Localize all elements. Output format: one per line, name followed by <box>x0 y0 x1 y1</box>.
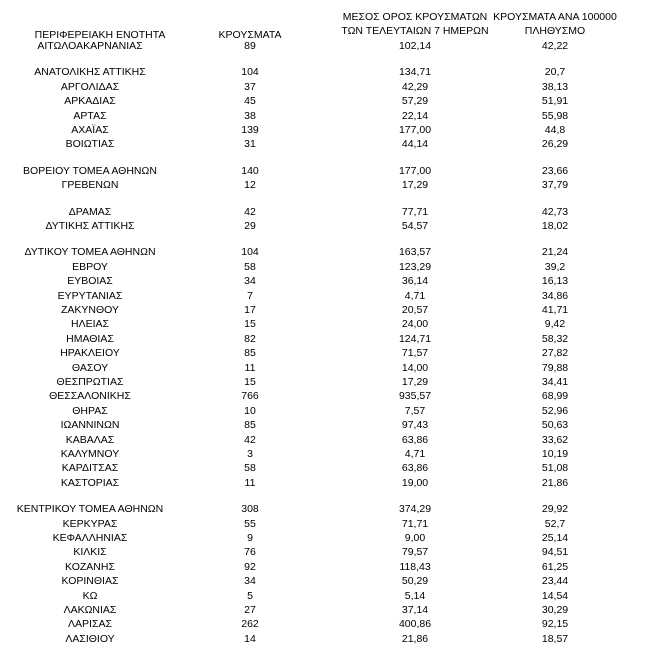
region-cell: ΛΑΚΩΝΙΑΣ <box>63 604 117 616</box>
table-row <box>0 178 646 192</box>
table-row <box>0 80 646 94</box>
cases-cell: 29 <box>244 220 256 232</box>
avg7-cell: 37,14 <box>401 604 429 616</box>
region-cell: ΑΙΤΩΛΟΑΚΑΡΝΑΝΙΑΣ <box>37 40 143 52</box>
per100k-cell: 42,73 <box>541 205 569 218</box>
cases-cell: 262 <box>241 618 259 631</box>
avg7-cell: 71,57 <box>401 347 429 360</box>
cases-cell: 38 <box>244 109 256 122</box>
region-cell: ΑΧΑΪΑΣ <box>71 124 109 136</box>
per100k-cell: 44,8 <box>544 124 566 136</box>
cases-cell: 15 <box>244 318 256 331</box>
region-cell: ΚΩ <box>82 589 98 602</box>
cases-cell: 82 <box>244 332 256 345</box>
cases-cell: 7 <box>247 289 253 302</box>
avg7-cell: 14,00 <box>401 361 429 374</box>
avg7-cell: 17,29 <box>401 179 429 192</box>
region-cell: ΘΕΣΣΑΛΟΝΙΚΗΣ <box>49 390 131 403</box>
cases-cell: 12 <box>244 179 256 192</box>
avg7-cell: 50,29 <box>401 575 429 588</box>
table-row <box>0 94 646 108</box>
cases-cell: 15 <box>244 376 256 388</box>
region-cell: ΘΗΡΑΣ <box>72 404 108 417</box>
avg7-cell: 935,57 <box>398 390 432 403</box>
table-row <box>0 219 646 233</box>
region-cell: ΚΕΝΤΡΙΚΟΥ ΤΟΜΕΑ ΑΘΗΝΩΝ <box>16 503 164 516</box>
table-row <box>0 404 646 418</box>
per100k-cell: 23,44 <box>541 575 569 588</box>
avg7-cell: 57,29 <box>401 95 429 108</box>
per100k-cell: 42,22 <box>541 40 569 52</box>
cases-cell: 9 <box>247 532 253 544</box>
table-row <box>0 574 646 588</box>
cases-cell: 37 <box>244 80 256 93</box>
per100k-cell: 51,91 <box>541 95 569 108</box>
region-cell: ΔΥΤΙΚΟΥ ΤΟΜΕΑ ΑΘΗΝΩΝ <box>24 246 156 259</box>
avg7-cell: 36,14 <box>401 275 429 288</box>
region-cell: ΗΛΕΙΑΣ <box>70 318 109 331</box>
table-row <box>0 361 646 375</box>
region-cell: ΚΙΛΚΙΣ <box>73 546 107 559</box>
table-row <box>0 560 646 574</box>
region-cell: ΚΟΖΑΝΗΣ <box>65 560 115 573</box>
table-row <box>0 164 646 178</box>
avg7-cell: 177,00 <box>398 124 432 136</box>
region-cell: ΘΕΣΠΡΩΤΙΑΣ <box>56 376 124 388</box>
per100k-cell: 29,92 <box>541 503 569 516</box>
avg7-cell: 24,00 <box>401 318 429 331</box>
per100k-cell: 9,42 <box>544 318 566 331</box>
per100k-cell: 18,02 <box>541 220 569 232</box>
table-row <box>0 389 646 403</box>
table-row <box>0 545 646 559</box>
header-avg-line1: ΜΕΣΟΣ ΟΡΟΣ ΚΡΟΥΣΜΑΤΩΝ <box>342 11 488 23</box>
region-cell: ΔΡΑΜΑΣ <box>68 205 112 218</box>
per100k-cell: 94,51 <box>541 546 569 559</box>
avg7-cell: 134,71 <box>398 66 432 79</box>
avg7-cell: 63,86 <box>401 433 429 446</box>
cases-cell: 55 <box>244 517 256 530</box>
table-row <box>0 65 646 79</box>
table-row <box>0 375 646 389</box>
avg7-cell: 79,57 <box>401 546 429 559</box>
region-cell: ΚΑΛΥΜΝΟΥ <box>60 448 120 460</box>
per100k-cell: 79,88 <box>541 361 569 374</box>
avg7-cell: 9,00 <box>404 532 426 544</box>
header-region: ΠΕΡΙΦΕΡΕΙΑΚΗ ΕΝΟΤΗΤΑ <box>34 29 166 41</box>
cases-cell: 85 <box>244 347 256 360</box>
avg7-cell: 4,71 <box>404 448 426 460</box>
avg7-cell: 177,00 <box>398 164 432 177</box>
table-row <box>0 109 646 123</box>
table-row <box>0 274 646 288</box>
table-row <box>0 433 646 447</box>
table-row <box>0 447 646 461</box>
header-per100k-line1: ΚΡΟΥΣΜΑΤΑ ΑΝΑ 100000 <box>493 11 617 23</box>
cases-cell: 11 <box>244 476 256 489</box>
table-row <box>0 205 646 219</box>
avg7-cell: 374,29 <box>398 503 432 516</box>
table-row <box>0 589 646 603</box>
region-cell: ΚΑΣΤΟΡΙΑΣ <box>60 476 120 489</box>
table-row <box>0 517 646 531</box>
cases-cell: 14 <box>244 632 256 645</box>
region-cell: ΛΑΡΙΣΑΣ <box>68 618 112 631</box>
cases-cell: 58 <box>244 260 256 273</box>
avg7-cell: 4,71 <box>404 289 426 302</box>
avg7-cell: 21,86 <box>401 632 429 645</box>
region-cell: ΓΡΕΒΕΝΩΝ <box>61 179 119 192</box>
region-cell: ΕΥΒΟΙΑΣ <box>67 275 113 288</box>
table-row <box>0 332 646 346</box>
region-cell: ΛΑΣΙΘΙΟΥ <box>65 632 115 645</box>
cases-cell: 17 <box>244 304 256 316</box>
table-row <box>0 617 646 631</box>
table-row <box>0 245 646 259</box>
cases-cell: 42 <box>244 205 256 218</box>
cases-cell: 11 <box>244 361 256 374</box>
region-cell: ΚΕΦΑΛΛΗΝΙΑΣ <box>52 532 128 544</box>
per100k-cell: 34,86 <box>541 289 569 302</box>
avg7-cell: 102,14 <box>398 40 432 52</box>
cases-cell: 27 <box>244 604 256 616</box>
table-row <box>0 303 646 317</box>
table-row <box>0 418 646 432</box>
per100k-cell: 50,63 <box>541 419 569 432</box>
avg7-cell: 42,29 <box>401 80 429 93</box>
cases-cell: 3 <box>247 448 253 460</box>
region-cell: ΘΑΣΟΥ <box>71 361 109 374</box>
region-cell: ΔΥΤΙΚΗΣ ΑΤΤΙΚΗΣ <box>45 220 135 232</box>
per100k-cell: 55,98 <box>541 109 569 122</box>
per100k-cell: 23,66 <box>541 164 569 177</box>
per100k-cell: 33,62 <box>541 433 569 446</box>
region-cell: ΑΝΑΤΟΛΙΚΗΣ ΑΤΤΙΚΗΣ <box>34 66 146 79</box>
per100k-cell: 27,82 <box>541 347 569 360</box>
per100k-cell: 68,99 <box>541 390 569 403</box>
cases-cell: 76 <box>244 546 256 559</box>
table-row <box>0 476 646 490</box>
per100k-cell: 21,24 <box>541 246 569 259</box>
table-row <box>0 603 646 617</box>
cases-cell: 5 <box>247 589 253 602</box>
cases-cell: 140 <box>241 164 259 177</box>
per100k-cell: 20,7 <box>544 66 566 79</box>
cases-cell: 104 <box>241 246 259 259</box>
avg7-cell: 20,57 <box>401 304 429 316</box>
avg7-cell: 5,14 <box>404 589 426 602</box>
region-cell: ΗΡΑΚΛΕΙΟΥ <box>60 347 120 360</box>
per100k-cell: 38,13 <box>541 80 569 93</box>
cases-cell: 104 <box>241 66 259 79</box>
per100k-cell: 92,15 <box>541 618 569 631</box>
header-cases: ΚΡΟΥΣΜΑΤΑ <box>218 29 282 41</box>
cases-cell: 34 <box>244 275 256 288</box>
table-row <box>0 502 646 516</box>
avg7-cell: 71,71 <box>401 517 429 530</box>
per100k-cell: 34,41 <box>541 376 569 388</box>
table-row <box>0 123 646 137</box>
cases-cell: 45 <box>244 95 256 108</box>
region-cell: ΒΟΙΩΤΙΑΣ <box>65 138 115 151</box>
table-row <box>0 531 646 545</box>
per100k-cell: 41,71 <box>541 304 569 316</box>
cases-cell: 31 <box>244 138 256 151</box>
per100k-cell: 58,32 <box>541 332 569 345</box>
avg7-cell: 54,57 <box>401 220 429 232</box>
region-cell: ΑΡΤΑΣ <box>73 109 107 122</box>
region-cell: ΚΟΡΙΝΘΙΑΣ <box>61 575 119 588</box>
cases-cell: 85 <box>244 419 256 432</box>
avg7-cell: 123,29 <box>398 260 432 273</box>
region-cell: ΗΜΑΘΙΑΣ <box>66 332 114 345</box>
avg7-cell: 63,86 <box>401 462 429 475</box>
per100k-cell: 30,29 <box>541 604 569 616</box>
avg7-cell: 163,57 <box>398 246 432 259</box>
per100k-cell: 10,19 <box>541 448 569 460</box>
per100k-cell: 61,25 <box>541 560 569 573</box>
cases-cell: 34 <box>244 575 256 588</box>
region-cell: ΚΑΒΑΛΑΣ <box>65 433 115 446</box>
per100k-cell: 16,13 <box>541 275 569 288</box>
per100k-cell: 39,2 <box>544 260 566 273</box>
avg7-cell: 97,43 <box>401 419 429 432</box>
per100k-cell: 21,86 <box>541 476 569 489</box>
avg7-cell: 124,71 <box>398 332 432 345</box>
region-cell: ΑΡΓΟΛΙΔΑΣ <box>60 80 120 93</box>
per100k-cell: 52,7 <box>544 517 566 530</box>
avg7-cell: 77,71 <box>401 205 429 218</box>
region-cell: ΒΟΡΕΙΟΥ ΤΟΜΕΑ ΑΘΗΝΩΝ <box>23 164 157 177</box>
per100k-cell: 26,29 <box>541 138 569 151</box>
region-cell: ΑΡΚΑΔΙΑΣ <box>64 95 116 108</box>
header-avg-line2: ΤΩΝ ΤΕΛΕΥΤΑΙΩΝ 7 ΗΜΕΡΩΝ <box>341 25 489 37</box>
cases-cell: 42 <box>244 433 256 446</box>
cases-cell: 308 <box>241 503 259 516</box>
per100k-cell: 51,08 <box>541 462 569 475</box>
per100k-cell: 37,79 <box>541 179 569 192</box>
region-cell: ΕΥΡΥΤΑΝΙΑΣ <box>57 289 123 302</box>
cases-cell: 58 <box>244 462 256 475</box>
header-per100k-line2: ΠΛΗΘΥΣΜΟ <box>524 25 586 37</box>
table-row <box>0 632 646 646</box>
table-row <box>0 346 646 360</box>
region-cell: ΚΑΡΔΙΤΣΑΣ <box>61 462 119 475</box>
cases-cell: 10 <box>244 404 256 417</box>
region-cell: ΖΑΚΥΝΘΟΥ <box>60 304 119 316</box>
avg7-cell: 7,57 <box>404 404 426 417</box>
table-row <box>0 317 646 331</box>
region-cell: ΚΕΡΚΥΡΑΣ <box>62 517 118 530</box>
avg7-cell: 400,86 <box>398 618 432 631</box>
cases-cell: 92 <box>244 560 256 573</box>
table-row <box>0 137 646 151</box>
region-cell: ΕΒΡΟΥ <box>72 260 108 273</box>
table-row <box>0 260 646 274</box>
avg7-cell: 118,43 <box>399 560 431 573</box>
per100k-cell: 25,14 <box>541 532 569 544</box>
per100k-cell: 14,54 <box>541 589 569 602</box>
per100k-cell: 18,57 <box>541 632 569 645</box>
cases-cell: 139 <box>241 124 259 136</box>
cases-cell: 89 <box>244 40 256 52</box>
avg7-cell: 44,14 <box>401 138 429 151</box>
cases-cell: 766 <box>241 390 259 403</box>
per100k-cell: 52,96 <box>541 404 569 417</box>
avg7-cell: 22,14 <box>401 109 429 122</box>
table-row <box>0 39 646 53</box>
region-cell: ΙΩΑΝΝΙΝΩΝ <box>60 419 120 432</box>
avg7-cell: 17,29 <box>401 376 429 388</box>
table-row <box>0 289 646 303</box>
avg7-cell: 19,00 <box>401 476 429 489</box>
table-row <box>0 461 646 475</box>
